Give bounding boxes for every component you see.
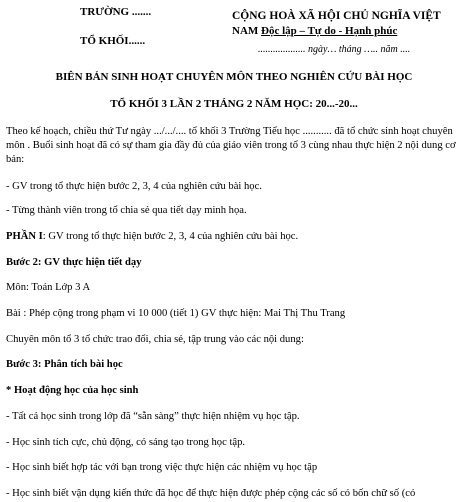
lesson-line: Bài : Phép cộng trong phạm vi 10 000 (tiết 1) GV thực hiện: Mai Thị Thu Trang [6,308,346,319]
step-3-heading: Bước 3: Phân tích bài học [6,359,123,370]
part-1-line [6,230,298,244]
part-1-text: : GV trong tổ thực hiện bước 2, 3, 4 của nghiên cứu bài học. [42,231,299,242]
motto: Độc lập – Tự do - Hạnh phúc [261,25,398,37]
content-item-1: - GV trong tổ thực hiện bước 2, 3, 4 của nghiên cứu bài học. [6,181,262,192]
activity-heading: * Hoạt động học của học sinh [6,385,139,396]
observation-3: - Học sinh biết hợp tác với bạn trong việc thực hiện các nhiệm vụ học tập [6,462,318,473]
observation-4: - Học sinh biết vận dụng kiến thức đã học để thực hiện được phép cộng các số có bốn chữ số (có [6,488,416,499]
school-name: TRƯỜNG ....... [80,6,152,18]
group-name: TỔ KHỐI...... [80,35,146,47]
intro-paragraph: Theo kế hoạch, chiều thứ Tư ngày .../.../.... tổ khối 3 Trường Tiểu học ........... đã tổ chức sinh hoạt chuyên môn . Buổi sinh hoạt đã có sự tham gia đầy đủ của giáo viên trong tổ 3 cùng nhau thực hiện 2 nội dung cơ bản: [6,126,456,165]
nation-title: CỘNG HOÀ XÃ HỘI CHỦ NGHĨA VIỆT [232,10,441,22]
nation-motto-line [232,25,397,37]
document-subtitle: TỔ KHỐI 3 LẦN 2 THÁNG 2 NĂM HỌC: 20...-20... [110,98,358,110]
part-1-label: PHẦN I [6,231,43,242]
nation-title-cont: NAM [232,25,259,37]
discussion-line: Chuyên môn tổ 3 tổ chức trao đổi, chia sẻ, tập trung vào các nội dung: [6,334,304,345]
observation-2: - Học sinh tích cực, chủ động, có sáng tạo trong học tập. [6,437,246,448]
date-line: ................... ngày… tháng ….. năm .... [258,44,411,55]
observation-1: - Tất cả học sinh trong lớp đã “sẵn sàng” thực hiện nhiệm vụ học tập. [6,411,300,422]
subject-line: Môn: Toán Lớp 3 A [6,282,91,293]
content-item-2: - Từng thành viên trong tổ chia sẻ qua tiết dạy minh họa. [6,205,247,216]
document-title: BIÊN BẢN SINH HOẠT CHUYÊN MÔN THEO NGHIÊN CỨU BÀI HỌC [55,71,413,83]
step-2-heading: Bước 2: GV thực hiện tiết dạy [6,257,142,268]
